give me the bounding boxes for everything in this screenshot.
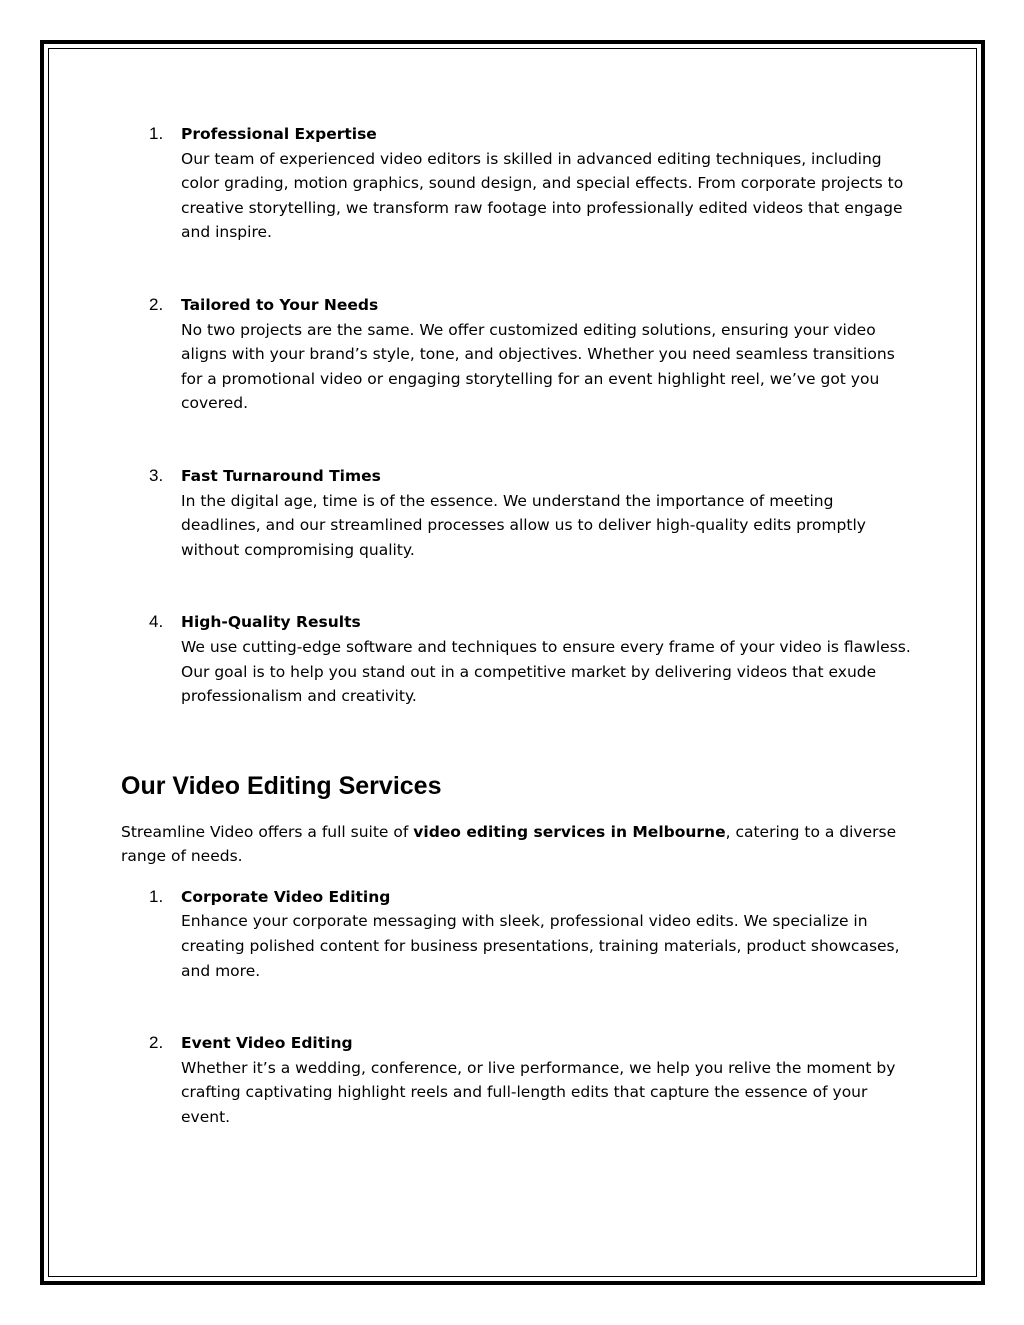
item-title: High-Quality Results xyxy=(181,613,361,632)
services-list xyxy=(121,885,911,1130)
item-body: Whether it’s a wedding, conference, or live performance, we help you relive the moment by crafting captivating highlight reels and full-length edits that capture the essence of your event. xyxy=(181,1058,896,1127)
intro-text-end: , catering to a diverse range of needs. xyxy=(121,822,897,866)
item-number: 2. xyxy=(149,1033,164,1053)
list-item xyxy=(121,293,911,416)
item-number: 4. xyxy=(149,612,164,632)
list-item xyxy=(121,464,911,562)
item-body: In the digital age, time is of the essence. We understand the importance of meeting deadlines, and our streamlined processes allow us to deliver high-quality edits promptly without compromising quality. xyxy=(181,491,866,559)
item-number: 2. xyxy=(149,294,164,314)
item-number: 1. xyxy=(149,124,164,143)
item-body: Our team of experienced video editors is skilled in advanced editing techniques, including color grading, motion graphics, sound design, and special effects. From corporate projects to creative storytelling, we transform raw footage into professionally edited videos that engage and inspire. xyxy=(181,149,904,242)
item-number: 1. xyxy=(149,886,164,906)
item-title: Professional Expertise xyxy=(181,125,377,143)
intro-text-bold: video editing services in Melbourne xyxy=(413,822,726,841)
item-title: Fast Turnaround Times xyxy=(181,466,381,485)
item-body: We use cutting-edge software and techniques to ensure every frame of your video is flawless. Our goal is to help you stand out in a competitive market by delivering videos that exude professionalism and creativity. xyxy=(181,637,911,706)
item-body: No two projects are the same. We offer customized editing solutions, ensuring your video aligns with your brand’s style, tone, and objectives. Whether you need seamless transitions for a promotional video or engaging storytelling for an event highlight reel, we’ve got you covered. xyxy=(181,320,895,413)
list-item xyxy=(121,610,911,708)
page-content xyxy=(121,122,911,1130)
services-intro xyxy=(121,820,911,869)
list-item xyxy=(121,1031,911,1129)
item-title: Event Video Editing xyxy=(181,1034,353,1053)
intro-text-start: Streamline Video offers a full suite of xyxy=(121,822,414,841)
item-body: Enhance your corporate messaging with sleek, professional video edits. We specialize in creating polished content for business presentations, training materials, product showcases, and more. xyxy=(181,912,900,980)
list-item xyxy=(121,885,911,983)
item-title: Corporate Video Editing xyxy=(181,887,391,906)
item-title: Tailored to Your Needs xyxy=(181,295,379,314)
item-number: 3. xyxy=(149,465,164,485)
section-heading: Our Video Editing Services xyxy=(121,771,442,800)
why-choose-list xyxy=(121,122,911,709)
list-item xyxy=(121,122,911,245)
